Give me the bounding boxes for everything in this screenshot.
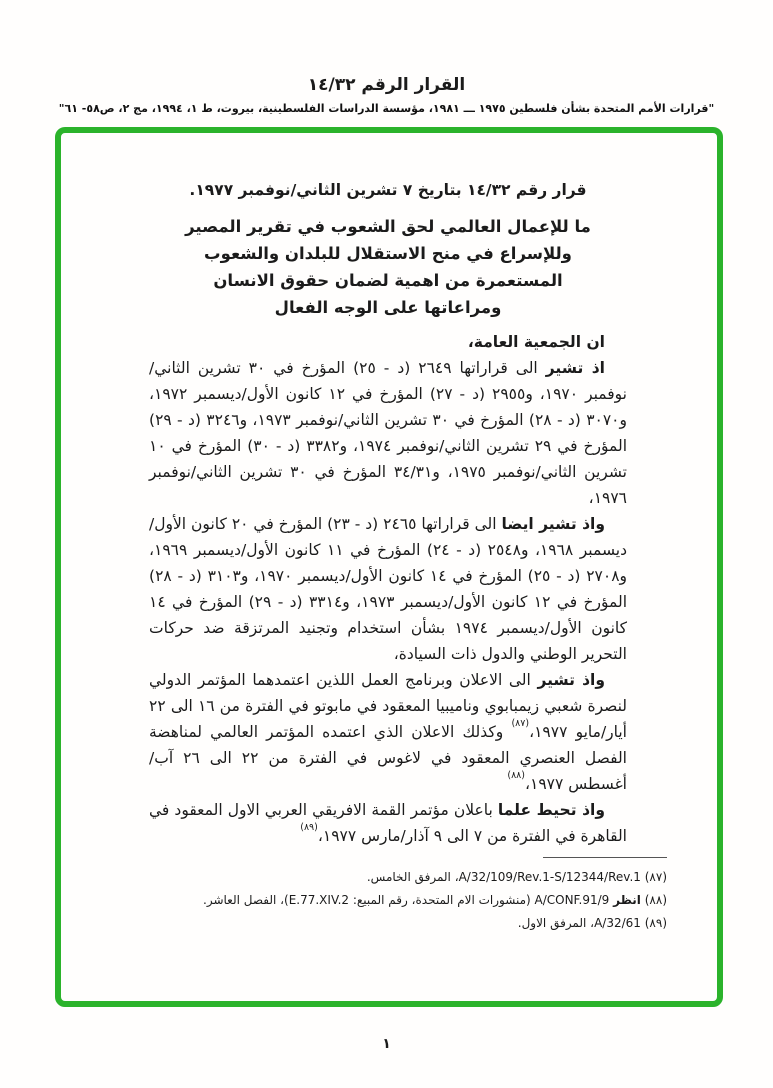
paragraph-text: الى الاعلان وبرنامج العمل اللذين اعتمدهما المؤتمر الدولي لنصرة شعبي زيمبابوي وناميبيا المعقود في مابوتو في الفترة من ١٦ الى ٢٢ أيار/مايو ١٩٧٧، — [149, 671, 628, 741]
paragraph-recalling-declaration — [149, 667, 627, 797]
page-title: القرار الرقم ١٤/٣٢ — [307, 75, 466, 95]
paragraph-text: باعلان مؤتمر القمة الافريقي العربي الاول المعقود في القاهرة في الفترة من ٧ الى ٩ آذار/مارس ١٩٧٧، — [149, 801, 627, 845]
resolution-heading — [149, 213, 627, 321]
salutation-line: ان الجمعية العامة، — [467, 333, 605, 351]
footnote-88 — [149, 889, 667, 912]
paragraph-lead: واذ تشير ايضا — [501, 515, 606, 533]
heading-line: وللإسراع في منح الاستقلال للبلدان والشعوب — [204, 244, 572, 263]
footnote-ref-89: (٨٩) — [300, 821, 318, 833]
resolution-body — [149, 179, 667, 935]
footnote-see-word: انظر — [613, 893, 641, 907]
paragraph-recalling-ga-resolutions — [149, 355, 627, 511]
heading-line: ما للإعمال العالمي لحق الشعوب في تقرير المصير — [185, 217, 591, 236]
page-header — [0, 74, 773, 117]
page-number: ١ — [382, 1036, 391, 1052]
footnote-text: A/CONF.91/9 (منشورات الام المتحدة، رقم المبيع: E.77.XIV.2)، الفصل العاشر. — [203, 893, 610, 907]
source-citation: "قرارات الأمم المتحدة بشأن فلسطين ١٩٧٥ ـــ ١٩٨١، مؤسسة الدراسات الفلسطينية، بيروت، ط ١، ١٩٩٤، مج ٢، ص٥٨- ٦١" — [58, 102, 715, 115]
paragraph-lead: واذ تحيط علما — [497, 801, 605, 819]
heading-line: المستعمرة من اهمية لضمان حقوق الانسان — [213, 271, 563, 290]
footnote-marker: (٨٧) — [644, 870, 667, 884]
paragraph-text: وكذلك الاعلان الذي اعتمده المؤتمر العالمي لمناهضة الفصل العنصري المعقود في لاغوس في الفترة من ٢٢ الى ٢٦ آب/أغسطس ١٩٧٧، — [149, 723, 627, 793]
paragraph-text: الى قراراتها ٢٦٤٩ (د - ٢٥) المؤرخ في ٣٠ تشرين الثاني/نوفمبر ١٩٧٠، و٢٩٥٥ (د - ٢٧) المؤرخ في ١٢ كانون الأول/ديسمبر ١٩٧٢، و٣٠٧٠ (د - ٢٨) المؤرخ في ٣٠ تشرين الثاني/نوفمبر ١٩٧٣، و٣٢٤٦ (د - ٢٩) المؤرخ في ٢٩ تشرين الثاني/نوفمبر ١٩٧٤، و٣٣٨٢ (د - ٣٠) المؤرخ في ١٠ تشرين الثاني/نوفمبر ١٩٧٥، و٣٤/٣١ المؤرخ في ٣٠ تشرين الثاني/نوفمبر ١٩٧٦، — [149, 359, 628, 507]
footnotes-section — [149, 857, 667, 935]
footnote-89 — [149, 912, 667, 935]
resolution-intro: قرار رقم ١٤/٣٢ بتاريخ ٧ تشرين الثاني/نوفمبر ١٩٧٧. — [189, 181, 587, 199]
paragraph-lead: واذ تشير — [537, 671, 605, 689]
footnote-ref-88: (٨٨) — [507, 769, 526, 781]
paragraph-lead: اذ تشير — [545, 359, 605, 377]
heading-line: ومراعاتها على الوجه الفعال — [274, 298, 502, 317]
footnote-87 — [149, 866, 667, 889]
footnote-marker: (٨٨) — [644, 893, 667, 907]
paragraph-taking-note — [149, 797, 627, 849]
footnote-separator — [543, 857, 667, 858]
resolution-frame — [55, 127, 723, 1007]
footnote-ref-87: (٨٧) — [511, 717, 530, 729]
paragraph-text: الى قراراتها ٢٤٦٥ (د - ٢٣) المؤرخ في ٢٠ كانون الأول/ديسمبر ١٩٦٨، و٢٥٤٨ (د - ٢٤) المؤرخ في ١١ كانون الأول/ديسمبر ١٩٦٩، و٢٧٠٨ (د - ٢٥) المؤرخ في ١٤ كانون الأول/ديسمبر ١٩٧٠، و٣١٠٣ (د - ٢٨) المؤرخ في ١٢ كانون الأول/ديسمبر ١٩٧٣، و٣٣١٤ (د - ٢٩) المؤرخ في ١٤ كانون الأول/ديسمبر ١٩٧٤ بشأن استخدام وتجنيد المرتزقة ضد حركات التحرير الوطني والدول ذات السيادة، — [149, 515, 628, 663]
footnote-text: A/32/109/Rev.1-S/12344/Rev.1، المرفق الخامس. — [366, 870, 641, 884]
footnote-text: A/32/61، المرفق الاول. — [517, 916, 641, 930]
footnote-marker: (٨٩) — [644, 916, 667, 930]
paragraph-recalling-also — [149, 511, 627, 667]
